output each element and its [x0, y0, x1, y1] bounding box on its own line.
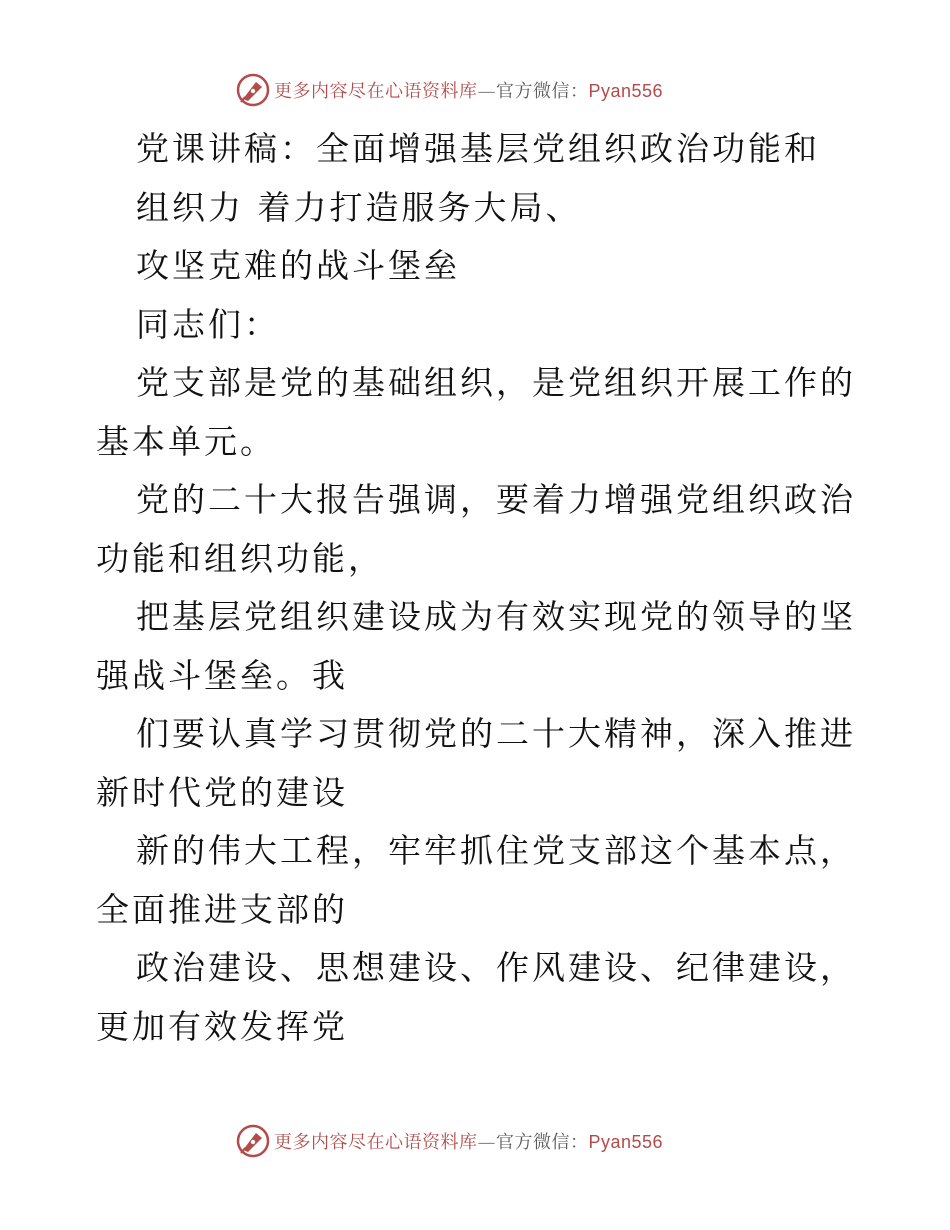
pen-nib-logo-icon — [236, 1124, 270, 1158]
header-banner — [236, 72, 663, 108]
paragraph: 把基层党组织建设成为有效实现党的领导的坚强战斗堡垒。我 — [96, 597, 856, 695]
title-line-2: 组织力 着力打造服务大局、 — [136, 187, 582, 227]
title-line-1: 党课讲稿：全面增强基层党组织政治功能和 — [136, 129, 820, 168]
salutation: 同志们： — [136, 304, 280, 344]
footer-banner-text — [274, 1128, 663, 1154]
header-separator: — — [477, 81, 496, 102]
header-wechat-id: Pyan556 — [588, 81, 664, 101]
document-body — [96, 120, 856, 1056]
header-banner-text — [274, 77, 663, 103]
paragraph: 党的二十大报告强调，要着力增强党组织政治功能和组织功能， — [96, 480, 856, 578]
paragraph: 们要认真学习贯彻党的二十大精神，深入推进新时代党的建设 — [96, 714, 856, 812]
header-wechat-label: 官方微信： — [496, 81, 589, 102]
pen-nib-logo-icon — [236, 73, 270, 107]
paragraph: 新的伟大工程，牢牢抓住党支部这个基本点，全面推进支部的 — [96, 831, 856, 929]
paragraph: 党支部是党的基础组织，是党组织开展工作的基本单元。 — [96, 363, 856, 461]
footer-wechat-id: Pyan556 — [588, 1132, 664, 1152]
footer-site-text: 更多内容尽在心语资料库 — [274, 1132, 478, 1153]
paragraph: 政治建设、思想建设、作风建设、纪律建设，更加有效发挥党 — [96, 948, 856, 1046]
footer-wechat-label: 官方微信： — [496, 1132, 589, 1153]
title-line-3: 攻坚克难的战斗堡垒 — [136, 246, 460, 285]
footer-banner — [236, 1123, 663, 1159]
footer-separator: — — [477, 1132, 496, 1153]
header-site-text: 更多内容尽在心语资料库 — [274, 81, 478, 102]
